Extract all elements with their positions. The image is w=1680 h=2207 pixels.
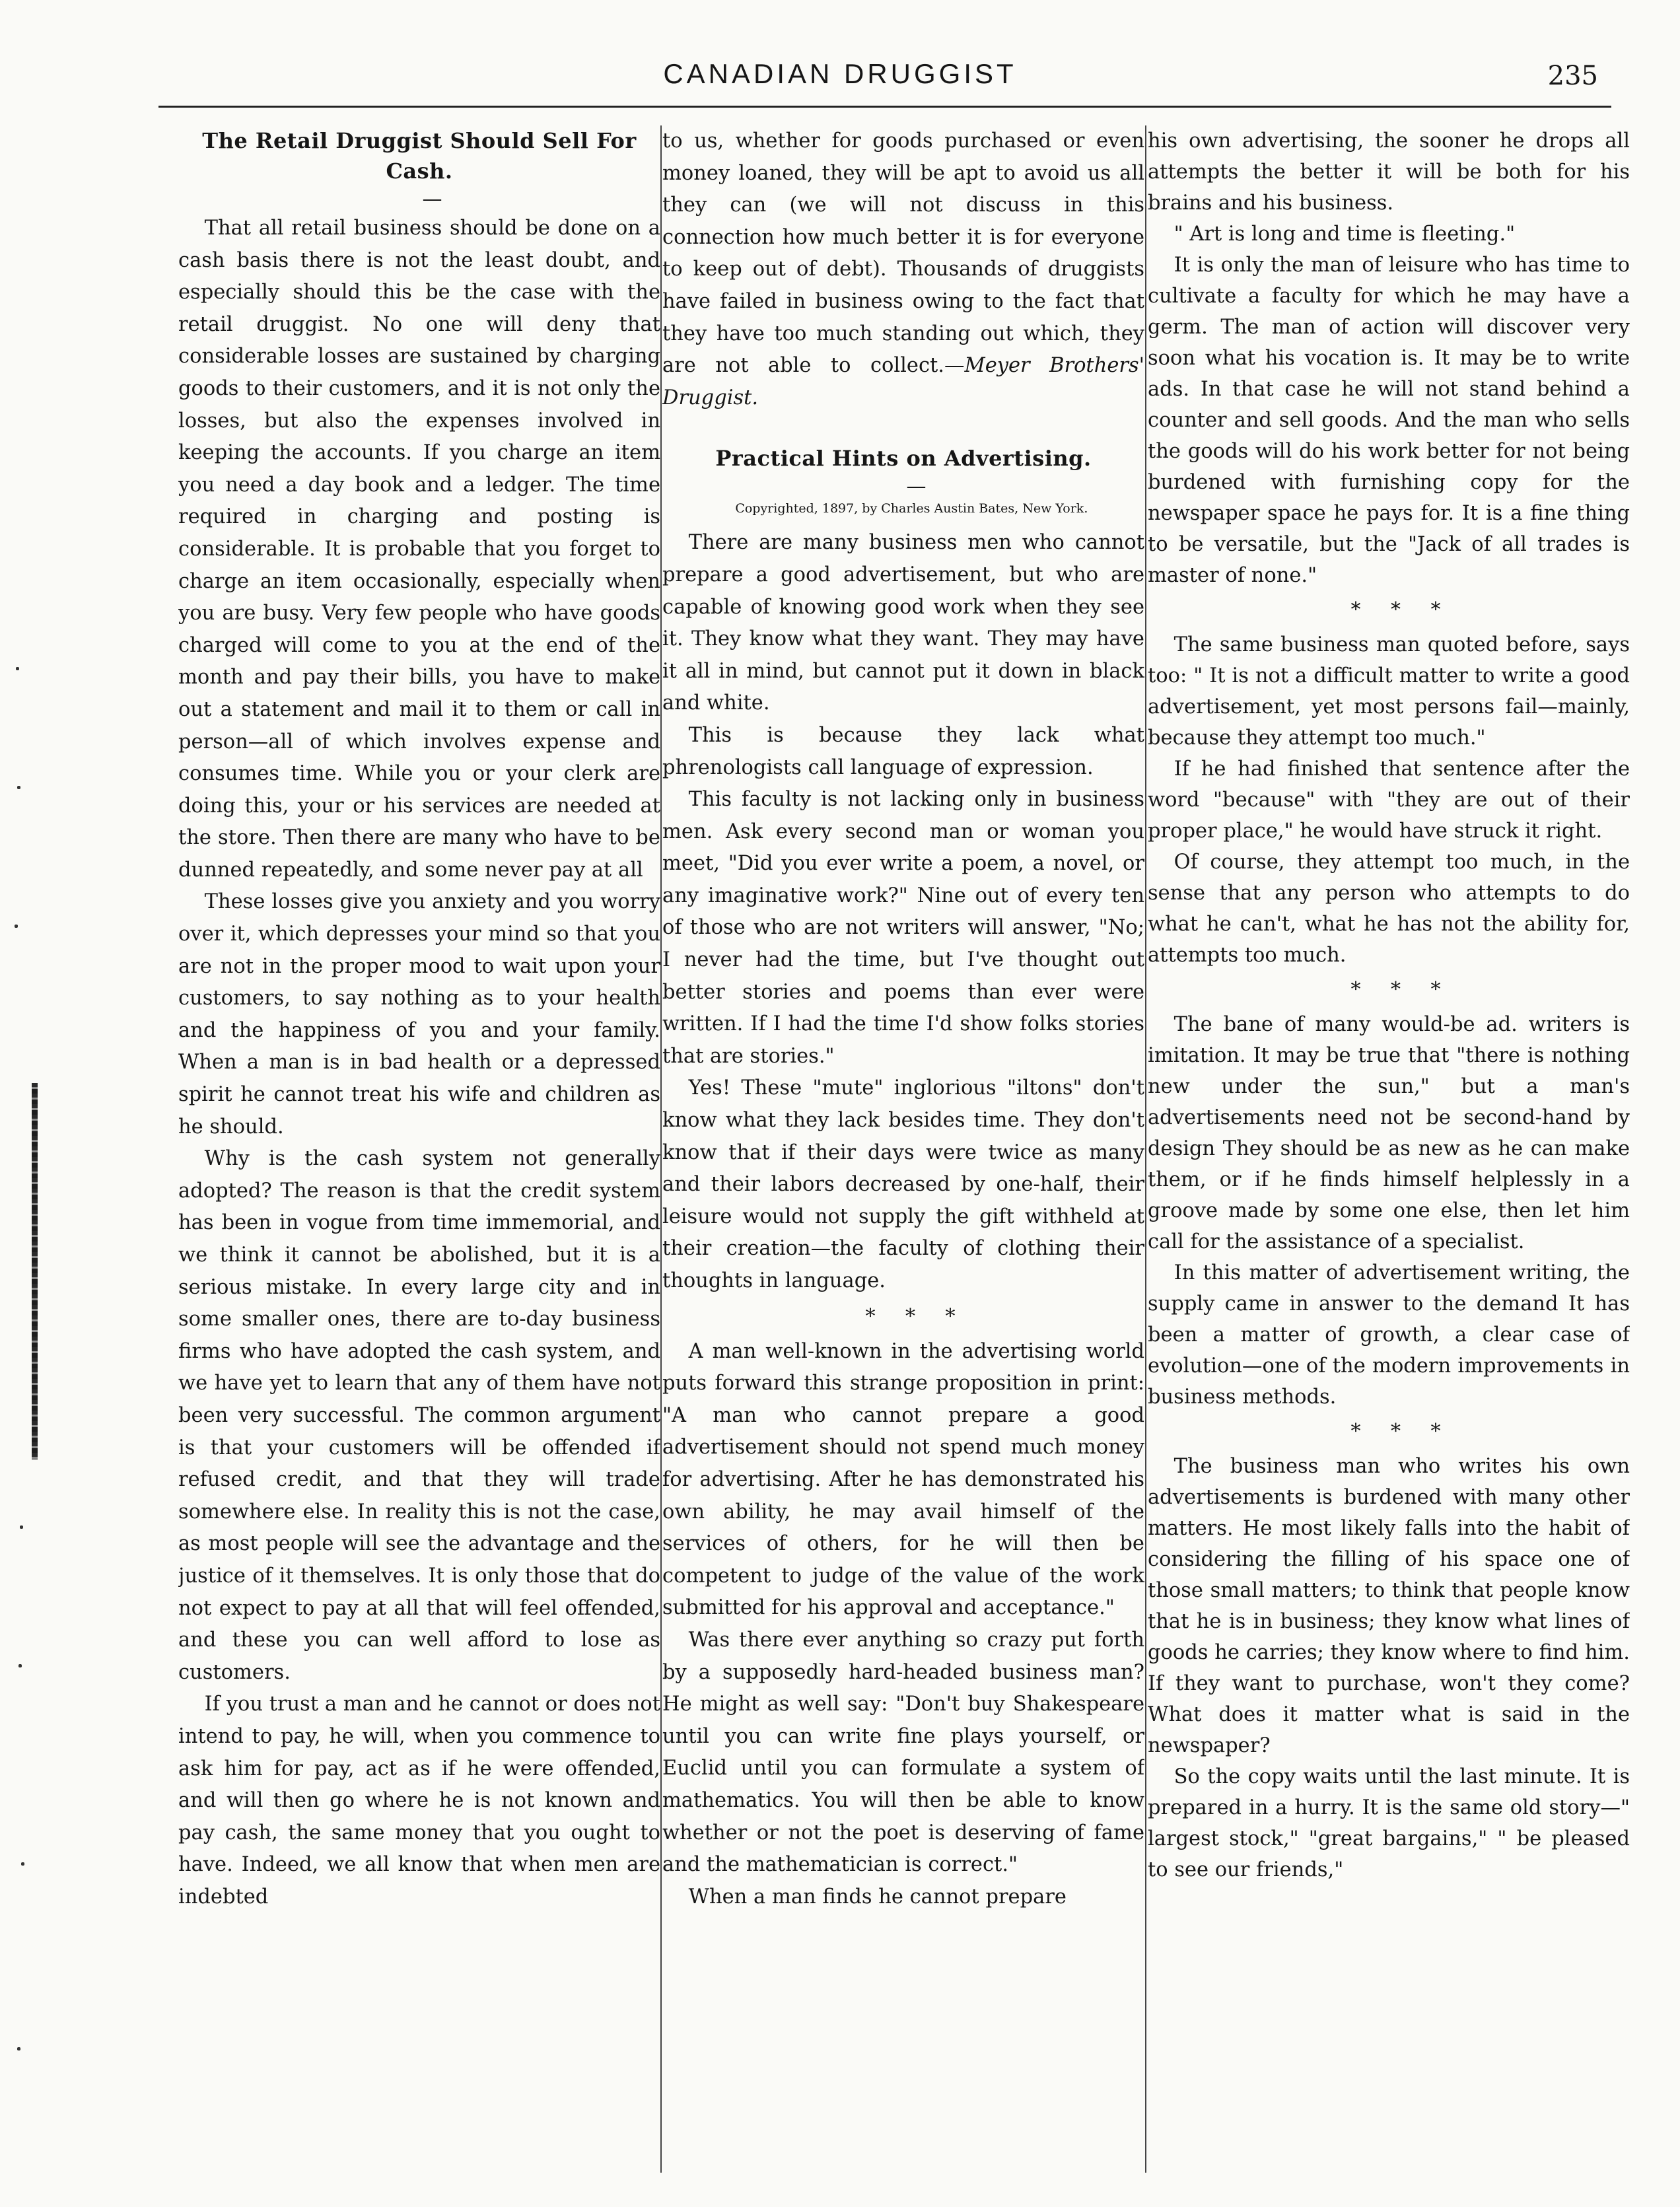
- paragraph: " Art is long and time is fleeting.": [1173, 223, 1516, 246]
- paragraph: If you trust a man and he cannot or does not intend to pay, he will, when you commence to ask him for pay, act as if he were offended, and will then go where he is not known and pay cash, the same money that you ought to have. Indeed, we all know that when men are indebted: [178, 1693, 660, 1909]
- headline-dash: —: [906, 475, 927, 499]
- paragraph: There are many business men who cannot prepare a good advertisement, but who are capable of knowing good work when they see it. They know what they want. They may have it all in mind, but cannot put it down in black and white.: [662, 531, 1144, 715]
- scan-speck: [17, 2047, 20, 2050]
- paragraph: Why is the cash system not generally adopted? The reason is that the credit system has been in vogue from time immemorial, and we think it cannot be abolished, but it is a serious mistake. In every large city and in some smaller ones, there are to-day business firms who have adopted the cash system, and we have yet to learn that any of them have not been very successful. The common argument is that your customers will be offended if refused credit, and that they will trade somewhere else. In reality this is not the case, as most people will see the advantage and the justice of it themselves. It is only those that do not expect to pay at all that will feel offended, and these you can well afford to lose as customers.: [178, 1147, 660, 1684]
- copyright-line: Copyrighted, 1897, by Charles Austin Bates, New York.: [735, 501, 1088, 516]
- section-break-stars: * * *: [1350, 1420, 1453, 1443]
- scan-speck: [16, 667, 19, 670]
- paragraph: Yes! These "mute" inglorious "iltons" don't know what they lack besides time. They don't know that if their days were twice as many and their labors decreased by one-half, their leisure would not supply the gift withheld at their creation—the faculty of clothing their thoughts in language.: [662, 1076, 1144, 1292]
- paragraph: These losses give you anxiety and you worry over it, which depresses your mind so that you are not in the proper mood to wait upon your customers, to say nothing as to your health and the happiness of you and your family. When a man is in bad health or a depressed spirit he cannot treat his wife and children as he should.: [178, 890, 660, 1139]
- running-title: CANADIAN DRUGGIST: [663, 58, 1017, 89]
- paragraph: The bane of many would-be ad. writers is imitation. It may be true that "there is nothing new under the sun," but a man's advertisements need not be second-hand by design They should be as new as he can make them, or if he finds himself helplessly in a groove made by some one else, then let him call for the assistance of a specialist.: [1148, 1013, 1630, 1253]
- section-break-stars: * * *: [1350, 978, 1453, 1001]
- page-header: [0, 58, 1680, 111]
- paragraph: Of course, they attempt too much, in the sense that any person who attempts to do what he can't, what he has not the ability for, attempts too much.: [1148, 851, 1630, 967]
- paragraph: This is because they lack what phrenologists call language of expression.: [662, 723, 1144, 779]
- scan-speck: [15, 925, 18, 928]
- paragraph: This faculty is not lacking only in business men. Ask every second man or woman you meet, "Did you ever write a poem, a novel, or any imaginative work?" Nine out of every ten of those who are not writers will answer, "No; I never had the time, but I've thought out better stories and poems than ever were written. If I had the time I'd show folks stories that are stories.": [662, 788, 1144, 1068]
- scan-speck: [17, 786, 20, 789]
- paragraph: A man well-known in the advertising world puts forward this strange proposition in print: "A man who cannot prepare a good advertisement should not spend much money for advertising. After he has demonstrated his own ability, he may avail himself of the services of others, for he will then be competent to judge of the value of the work submitted for his approval and acceptance.": [662, 1339, 1144, 1620]
- header-rule: [158, 106, 1611, 108]
- section-gap: [662, 414, 1144, 443]
- section-break-stars: * * *: [1350, 598, 1453, 621]
- paragraph: It is only the man of leisure who has time to cultivate a faculty for which he may have a germ. The man of action will discover very soon what his vocation is. It may be to write ads. In that case he will not stand behind a counter and sell goods. And the man who sells the goods will do his work better for not being burdened with furnishing copy for the newspaper space he pays for. It is a fine thing to be versatile, but the "Jack of all trades is master of none.": [1148, 254, 1630, 587]
- scan-speck: [18, 1664, 22, 1667]
- continued-text: to us, whether for goods purchased or even money loaned, they will be apt to avoid us all they can (we will not discuss in this connection how much better it is for everyone to keep out of debt). Thousands of druggists have failed in business owing to the fact that they have too much standing out which, they are not able to collect.—: [662, 129, 1144, 378]
- paragraph: Was there ever anything so crazy put forth by a supposedly hard-headed business man? He might as well say: "Don't buy Shakespeare until you can write fine plays yourself, or Euclid until you can formulate a system of mathematics. You will then be able to know whether or not the poet is deserving of fame and the mathematician is correct.": [662, 1628, 1144, 1877]
- scan-speck: [20, 1525, 23, 1529]
- binding-scan-mark: [32, 1083, 38, 1459]
- paragraph: In this matter of advertisement writing, the supply came in answer to the demand It has been a matter of growth, a clear case of evolution—one of the modern improvements in business methods.: [1148, 1261, 1630, 1409]
- column-divider: [1145, 125, 1146, 2173]
- paragraph-continued: his own advertising, the sooner he drops all attempts the better it will be both for his brains and his business.: [1148, 129, 1630, 215]
- article-column-3: [1148, 125, 1630, 2173]
- source-credit: Meyer Brothers' Druggist.: [662, 354, 1144, 409]
- article-column-2: [662, 125, 1144, 2173]
- headline-dash: —: [422, 188, 442, 211]
- paragraph: That all retail business should be done on a cash basis there is not the least doubt, and especially should this be the case with the retail druggist. No one will deny that considerable losses are sustained by charging goods to their customers, and it is not only the losses, but also the expenses involved in keeping the accounts. If you charge an item you need a day book and a ledger. The time required in charging and posting is considerable. It is probable that you forget to charge an item occasionally, especially when you are busy. Very few people who have goods charged will come to you at the end of the month and pay their bills, you have to make out a statement and mail it to them or call in person—all of which involves expense and consumes time. While you or your clerk are doing this, your or his services are needed at the store. Then there are many who have to be dunned repeatedly, and some never pay at all: [178, 217, 660, 882]
- paragraph: When a man finds he cannot prepare: [688, 1885, 1067, 1909]
- column-divider: [660, 125, 662, 2173]
- page-number: 235: [1547, 61, 1598, 91]
- paragraph-continued: [662, 125, 1144, 414]
- paragraph: The same business man quoted before, says too: " It is not a difficult matter to write a good advertisement, yet most persons fail—mainly, because they attempt too much.": [1148, 633, 1630, 750]
- article-column-1: [178, 125, 660, 2173]
- article-headline-cash: The Retail Druggist Should Sell For Cash.: [202, 128, 637, 184]
- paragraph: So the copy waits until the last minute. It is prepared in a hurry. It is the same old story—" largest stock," "great bargains," " be pleased to see our friends,": [1148, 1765, 1630, 1881]
- paragraph: The business man who writes his own advertisements is burdened with many other matters. He most likely falls into the habit of considering the filling of his space one of those small matters; to think that people know that he is in business; they know what lines of goods he carries; they know where to find him. If they want to purchase, won't they come? What does it matter what is said in the newspaper?: [1148, 1455, 1630, 1757]
- article-headline-advertising: Practical Hints on Advertising.: [715, 446, 1092, 472]
- paragraph: If he had finished that sentence after the word "because" with "they are out of their proper place," he would have struck it right.: [1148, 757, 1630, 843]
- section-break-stars: * * *: [865, 1304, 967, 1328]
- scan-speck: [21, 1862, 24, 1866]
